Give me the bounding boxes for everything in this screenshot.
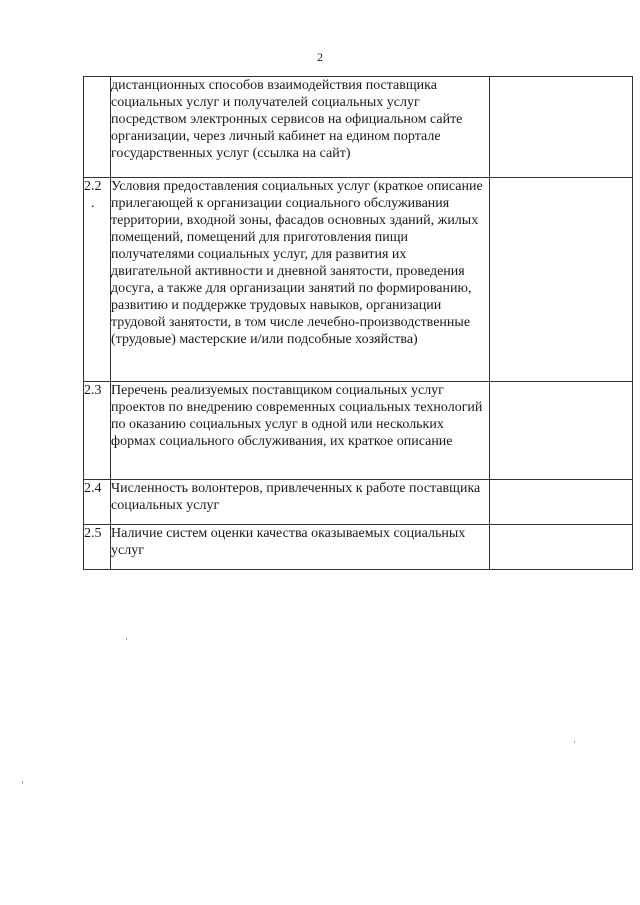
table-row [84,77,633,178]
row-description: Перечень реализуемых поставщиком социальных услуг проектов по внедрению современных социальных технологий по оказанию социальных услуг в одной или нескольких формах социального обслуживания, их краткое описание [111,383,483,449]
row-description: Численность волонтеров, привлеченных к работе поставщика социальных услуг [111,481,481,513]
row-value-cell [490,525,633,570]
row-description-cell [111,382,490,480]
scan-speck [574,741,575,743]
row-number: 2.5 [84,526,102,541]
row-description: Условия предоставления социальных услуг (краткое описание прилегающей к организации социального обслуживания территории, входной зоны, фасадов основных зданий, жилых помещений, помещений для приготовления пищи получателями социальных услуг, для развития их двигательной активности и дневной занятости, проведения досуга, а также для организации занятий по формированию, развитию и поддержке трудовых навыков, организации трудовой занятости, в том числе лечебно-производственные (трудовые) мастерские и/или подсобные хозяйства) [111,179,483,347]
page-number: 2 [317,50,323,64]
row-number-cell [84,382,111,480]
services-info-table [83,76,633,570]
row-number-cell [84,77,111,178]
table-row [84,480,633,525]
row-description-cell [111,525,490,570]
scan-speck [22,781,23,784]
row-number-cell [84,525,111,570]
row-number: 2.4 [84,481,102,496]
row-number-cell [84,480,111,525]
scan-speck [126,638,127,640]
row-description: Наличие систем оценки качества оказываемых социальных услуг [111,526,466,558]
row-number: 2.3 [84,383,102,398]
row-description: дистанционных способов взаимодействия поставщика социальных услуг и получателей социальных услуг посредством электронных сервисов на официальном сайте организации, через личный кабинет на едином портале государственных услуг (ссылка на сайт) [111,78,463,161]
table-row [84,178,633,382]
row-value-cell [490,77,633,178]
row-number: 2.2 [84,179,102,194]
row-number-cell [84,178,111,382]
table-row [84,525,633,570]
table-row [84,382,633,480]
row-value-cell [490,480,633,525]
row-value-cell [490,178,633,382]
row-number-suffix: . [91,196,95,211]
row-description-cell [111,178,490,382]
row-description-cell [111,480,490,525]
row-value-cell [490,382,633,480]
row-description-cell [111,77,490,178]
